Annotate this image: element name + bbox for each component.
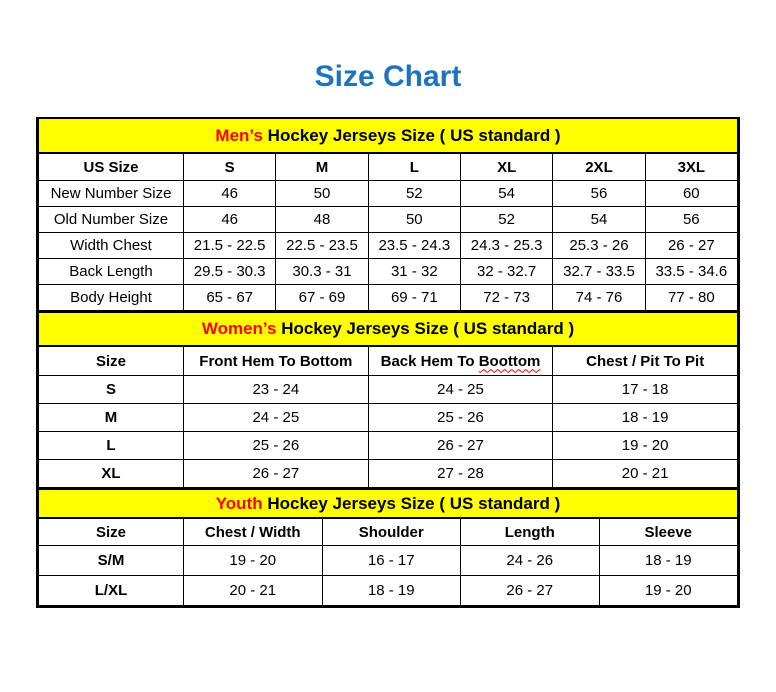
size-value: 46 (184, 207, 276, 233)
size-value: 32 - 32.7 (460, 259, 552, 285)
youth-header-row (39, 518, 738, 546)
size-value: 46 (184, 181, 276, 207)
size-value: 19 - 20 (553, 432, 738, 460)
row-label: Back Length (39, 259, 184, 285)
womens-heading-highlight: Women’s (201, 319, 277, 338)
size-value: 25 - 26 (184, 432, 369, 460)
size-value: 26 - 27 (368, 432, 553, 460)
table-row (39, 576, 738, 606)
page-title: Size Chart (314, 60, 462, 93)
size-value: 19 - 20 (184, 546, 323, 576)
mens-header-row (39, 153, 738, 181)
size-value: 52 (460, 207, 552, 233)
mens-section-heading (39, 119, 738, 153)
size-value: 18 - 19 (553, 404, 738, 432)
col-header: 2XL (553, 153, 645, 181)
col-header: Front Hem To Bottom (184, 346, 369, 376)
col-header: L (368, 153, 460, 181)
size-value: 17 - 18 (553, 376, 738, 404)
col-header: Size (39, 346, 184, 376)
size-chart-container (36, 117, 740, 608)
col-header-text: Back Hem To (380, 352, 479, 370)
row-label: S/M (39, 546, 184, 576)
row-label: Old Number Size (39, 207, 184, 233)
size-value: 26 - 27 (461, 576, 600, 606)
col-header: XL (460, 153, 552, 181)
size-value: 23.5 - 24.3 (368, 233, 460, 259)
size-value: 19 - 20 (599, 576, 738, 606)
size-value: 72 - 73 (460, 285, 552, 311)
size-value: 54 (553, 207, 645, 233)
size-value: 29.5 - 30.3 (184, 259, 276, 285)
mens-heading-rest: Hockey Jerseys Size ( US standard ) (262, 125, 561, 145)
col-header: Chest / Pit To Pit (553, 346, 738, 376)
col-header-misspelled-word: Boottom (478, 352, 541, 370)
size-value: 50 (368, 207, 460, 233)
row-label: Body Height (39, 285, 184, 311)
size-value: 24.3 - 25.3 (460, 233, 552, 259)
size-value: 26 - 27 (184, 460, 369, 488)
youth-heading-highlight: Youth (215, 493, 263, 513)
size-value: 52 (368, 181, 460, 207)
table-row (39, 207, 738, 233)
size-value: 27 - 28 (368, 460, 553, 488)
size-value: 60 (645, 181, 737, 207)
col-header (368, 346, 553, 376)
size-value: 22.5 - 23.5 (276, 233, 368, 259)
youth-size-table (38, 488, 738, 606)
size-value: 65 - 67 (184, 285, 276, 311)
size-value: 69 - 71 (368, 285, 460, 311)
size-value: 24 - 25 (368, 376, 553, 404)
size-value: 25.3 - 26 (553, 233, 645, 259)
womens-heading-rest: Hockey Jerseys Size ( US standard ) (276, 319, 575, 338)
size-value: 24 - 25 (184, 404, 369, 432)
size-value: 32.7 - 33.5 (553, 259, 645, 285)
row-label: New Number Size (39, 181, 184, 207)
size-value: 56 (553, 181, 645, 207)
womens-section-band (39, 312, 738, 346)
col-header: M (276, 153, 368, 181)
size-value: 77 - 80 (645, 285, 737, 311)
size-value: 20 - 21 (553, 460, 738, 488)
womens-size-table (38, 311, 738, 488)
size-value: 18 - 19 (599, 546, 738, 576)
size-value: 24 - 26 (461, 546, 600, 576)
col-header: Size (39, 518, 184, 546)
size-value: 31 - 32 (368, 259, 460, 285)
row-label: XL (39, 460, 184, 488)
row-label: M (39, 404, 184, 432)
mens-heading-highlight: Men’s (215, 125, 263, 145)
size-value: 23 - 24 (184, 376, 369, 404)
mens-size-table (38, 119, 738, 311)
row-label: S (39, 376, 184, 404)
col-header: S (184, 153, 276, 181)
col-header: Length (461, 518, 600, 546)
size-value: 50 (276, 181, 368, 207)
col-header: US Size (39, 153, 184, 181)
size-value: 54 (460, 181, 552, 207)
table-row (39, 460, 738, 488)
table-row (39, 376, 738, 404)
table-row (39, 285, 738, 311)
size-value: 48 (276, 207, 368, 233)
youth-section-band (39, 489, 738, 518)
size-value: 26 - 27 (645, 233, 737, 259)
size-value: 74 - 76 (553, 285, 645, 311)
col-header: Chest / Width (184, 518, 323, 546)
size-value: 33.5 - 34.6 (645, 259, 737, 285)
size-value: 30.3 - 31 (276, 259, 368, 285)
table-row (39, 259, 738, 285)
table-row (39, 546, 738, 576)
size-value: 16 - 17 (322, 546, 461, 576)
size-value: 21.5 - 22.5 (184, 233, 276, 259)
size-value: 18 - 19 (322, 576, 461, 606)
table-row (39, 181, 738, 207)
womens-section-heading (39, 312, 738, 346)
row-label: L (39, 432, 184, 460)
row-label: Width Chest (39, 233, 184, 259)
table-row (39, 233, 738, 259)
col-header: 3XL (645, 153, 737, 181)
size-value: 56 (645, 207, 737, 233)
mens-section-band (39, 119, 738, 153)
youth-section-heading (39, 489, 738, 518)
col-header: Sleeve (599, 518, 738, 546)
size-value: 25 - 26 (368, 404, 553, 432)
youth-heading-rest: Hockey Jerseys Size ( US standard ) (262, 493, 561, 513)
size-value: 67 - 69 (276, 285, 368, 311)
womens-header-row (39, 346, 738, 376)
table-row (39, 432, 738, 460)
row-label: L/XL (39, 576, 184, 606)
col-header: Shoulder (322, 518, 461, 546)
size-value: 20 - 21 (184, 576, 323, 606)
table-row (39, 404, 738, 432)
